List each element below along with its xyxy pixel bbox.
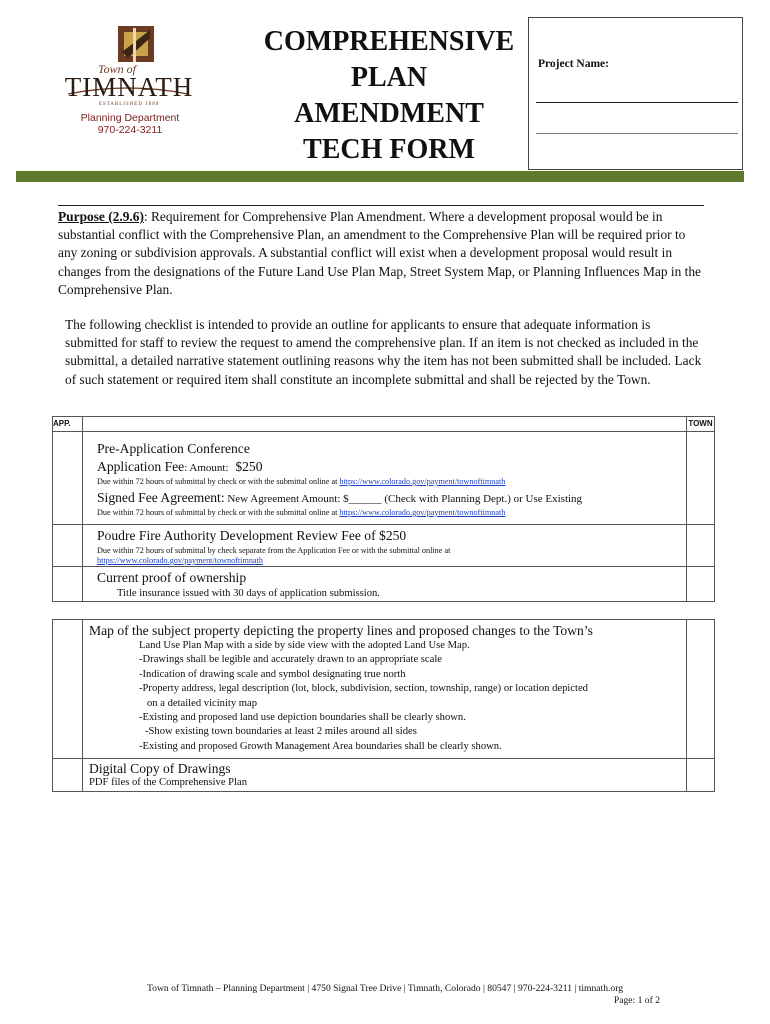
- app-fee-amount-label: : Amount:: [184, 462, 229, 474]
- header-divider-bar: [16, 171, 744, 182]
- table-row: [53, 620, 715, 759]
- signed-fee-details: New Agreement Amount: $______ (Check with Planning Dept.) or Use Existing: [224, 493, 583, 505]
- app-checkbox-group[interactable]: [53, 432, 83, 525]
- map-requirement: -Existing and proposed land use depiction boundaries shall be clearly shown.: [139, 712, 466, 724]
- town-checkbox[interactable]: [687, 525, 715, 567]
- map-requirement: -Property address, legal description (lot, block, subdivision, section, township, range) or location depicted: [139, 683, 588, 695]
- purpose-paragraph: [58, 208, 706, 299]
- ownership-item: Current proof of ownership: [97, 570, 247, 585]
- digital-cell: [83, 759, 687, 792]
- project-name-box: [528, 17, 743, 170]
- app-fee-item: [97, 458, 686, 477]
- map-requirement: Land Use Plan Map with a side by side view with the adopted Land Use Map.: [139, 640, 470, 651]
- payment-link[interactable]: https://www.colorado.gov/payment/townoftimnath: [339, 477, 506, 486]
- map-requirement: -Show existing town boundaries at least 2 miles around all sides: [145, 726, 417, 738]
- app-fee-amount: $250: [235, 459, 263, 474]
- fees-cell: [83, 432, 687, 525]
- map-requirement: -Indication of drawing scale and symbol designating true north: [139, 668, 406, 680]
- map-requirement: -Drawings shall be legible and accurately drawn to an appropriate scale: [139, 654, 442, 666]
- logo-town-of: Town of: [98, 62, 136, 76]
- map-requirement: -Existing and proposed Growth Management Area boundaries shall be clearly shown.: [139, 740, 502, 752]
- checklist-table-1: [52, 416, 715, 602]
- project-name-field-line2[interactable]: [536, 133, 738, 134]
- section-rule: [58, 205, 704, 206]
- town-checkbox[interactable]: [687, 759, 715, 792]
- title-line: PLAN: [350, 62, 428, 93]
- ownership-cell: [83, 567, 687, 602]
- purpose-label: Purpose (2.9.6): [58, 209, 144, 224]
- payment-link[interactable]: https://www.colorado.gov/payment/townoftimnath: [339, 508, 506, 517]
- signed-fee-note: Due within 72 hours of submittal by check or with the submittal online at https://www.colorado.gov/payment/townoftimnath: [97, 508, 506, 517]
- footer-text: Town of Timnath – Planning Department | 4750 Signal Tree Drive | Timnath, Colorado | 80547 | 970-224-3211 | timnath.org: [146, 983, 624, 994]
- map-item: Map of the subject property depicting the property lines and proposed changes to the Town’s: [89, 623, 593, 638]
- pfa-cell: [83, 525, 687, 567]
- department-phone: 970-224-3211: [97, 124, 163, 136]
- purpose-text: : Requirement for Comprehensive Plan Amendment. Where a development proposal would be in substantial conflict with the Comprehensive Plan, an amendment to the Comprehensive Plan will be required prior to any zoning or subdivision approvals. A substantial conflict will exist when a development proposal would result in changes from the designations of the Future Land Use Plan Map, Street System Map, or Planning Influences Map in the Comprehensive Plan.: [58, 209, 701, 297]
- project-name-label: Project Name:: [538, 58, 609, 70]
- digital-copy-note: PDF files of the Comprehensive Plan: [89, 777, 248, 788]
- department-name: Planning Department: [80, 112, 180, 124]
- town-logo: [38, 22, 220, 108]
- ownership-note: Title insurance issued with 30 days of application submission.: [117, 588, 380, 599]
- town-checkbox[interactable]: [687, 567, 715, 602]
- col-app-header: APP.: [53, 417, 83, 432]
- app-checkbox[interactable]: [53, 759, 83, 792]
- table-row: [53, 525, 715, 567]
- pfa-fee-item: Poudre Fire Authority Development Review Fee of $250: [97, 528, 407, 543]
- payment-link[interactable]: https://www.colorado.gov/payment/townoftimnath: [97, 556, 263, 565]
- title-line: TECH FORM: [303, 134, 475, 165]
- checklist-table-2: [52, 619, 715, 792]
- app-fee-note: Due within 72 hours of submittal by check or with the submittal online at https://www.colorado.gov/payment/townoftimnath: [97, 477, 506, 486]
- table-header-row: [53, 417, 715, 432]
- map-cell: [83, 620, 687, 759]
- signed-fee-title: Signed Fee Agreement:: [97, 490, 225, 505]
- map-requirements: [89, 639, 686, 754]
- app-checkbox[interactable]: [53, 620, 83, 759]
- pfa-fee-note: Due within 72 hours of submittal by check separate from the Application Fee or with the submittal online at: [97, 546, 451, 555]
- logo-name: TIMNATH: [64, 72, 194, 102]
- app-checkbox[interactable]: [53, 567, 83, 602]
- page-number: Page: 1 of 2: [613, 995, 660, 1006]
- title-line: COMPREHENSIVE: [263, 26, 515, 57]
- table-row: [53, 759, 715, 792]
- form-title: [250, 24, 528, 168]
- intro-paragraph: The following checklist is intended to provide an outline for applicants to ensure that adequate information is submitted for staff to review the request to amend the comprehensive plan. If an item is not checked as included in the submittal, a detailed narrative statement outlining reasons why the item has not been submitted shall be included. Lack of such statement or required item shall constitute an incomplete submittal and shall be rejected by the Town.: [65, 317, 702, 387]
- app-fee-title: Application Fee: [97, 459, 185, 474]
- town-checkbox[interactable]: [687, 620, 715, 759]
- table-row: [53, 567, 715, 602]
- app-checkbox[interactable]: [53, 525, 83, 567]
- signed-fee-item: [97, 489, 686, 508]
- digital-copy-item: Digital Copy of Drawings: [89, 761, 231, 776]
- title-line: AMENDMENT: [294, 98, 484, 129]
- map-requirement: on a detailed vicinity map: [147, 697, 258, 709]
- col-town-header: TOWN: [687, 417, 715, 432]
- table-row: [53, 432, 715, 525]
- project-name-field[interactable]: [536, 102, 738, 103]
- col-blank-header: [83, 417, 687, 432]
- town-checkbox-group[interactable]: [687, 432, 715, 525]
- department-info: [60, 112, 200, 136]
- pre-app-item: Pre-Application Conference: [97, 441, 250, 456]
- logo-established: ESTABLISHED 1880: [98, 102, 160, 107]
